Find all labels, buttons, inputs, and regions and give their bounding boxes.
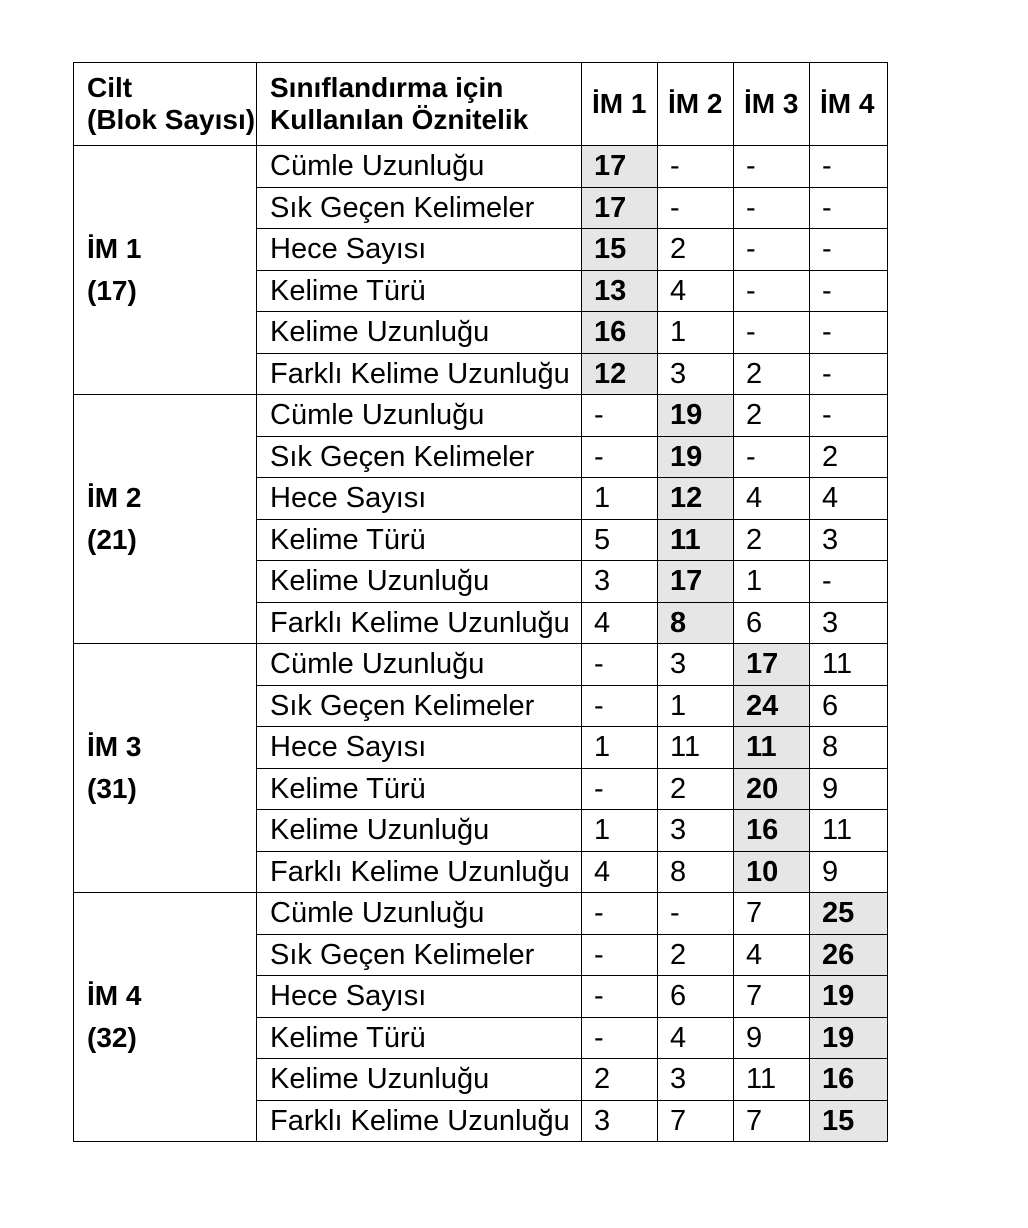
header-im-1: İM 1 [582, 63, 658, 146]
value-cell-im-2: 3 [658, 810, 734, 852]
value-cell-im-3: 1 [734, 561, 810, 603]
value-cell-im-3: 11 [734, 727, 810, 769]
group-cell [74, 893, 257, 1142]
value-cell-im-4: - [810, 312, 888, 354]
value-cell-im-3: 4 [734, 934, 810, 976]
value-cell-im-4: 11 [810, 644, 888, 686]
value-cell-im-3: - [734, 312, 810, 354]
attribute-cell: Cümle Uzunluğu [257, 395, 582, 437]
value-cell-im-1: 17 [582, 146, 658, 188]
value-cell-im-4: 8 [810, 727, 888, 769]
group-cell [74, 395, 257, 644]
value-cell-im-1: - [582, 644, 658, 686]
value-cell-im-4: 9 [810, 768, 888, 810]
value-cell-im-1: 5 [582, 519, 658, 561]
value-cell-im-2: - [658, 893, 734, 935]
value-cell-im-2: 8 [658, 602, 734, 644]
value-cell-im-2: - [658, 146, 734, 188]
attribute-cell: Hece Sayısı [257, 727, 582, 769]
value-cell-im-4: 4 [810, 478, 888, 520]
value-cell-im-3: - [734, 270, 810, 312]
value-cell-im-4: 2 [810, 436, 888, 478]
value-cell-im-4: 25 [810, 893, 888, 935]
value-cell-im-3: 11 [734, 1059, 810, 1101]
value-cell-im-1: - [582, 685, 658, 727]
value-cell-im-2: 19 [658, 436, 734, 478]
attribute-cell: Farklı Kelime Uzunluğu [257, 851, 582, 893]
header-im-3: İM 3 [734, 63, 810, 146]
value-cell-im-1: 16 [582, 312, 658, 354]
value-cell-im-4: 19 [810, 1017, 888, 1059]
value-cell-im-3: 6 [734, 602, 810, 644]
value-cell-im-1: 17 [582, 187, 658, 229]
attribute-cell: Cümle Uzunluğu [257, 146, 582, 188]
attribute-cell: Kelime Uzunluğu [257, 1059, 582, 1101]
attribute-cell: Kelime Türü [257, 270, 582, 312]
value-cell-im-2: 4 [658, 270, 734, 312]
value-cell-im-4: 16 [810, 1059, 888, 1101]
value-cell-im-4: 19 [810, 976, 888, 1018]
group-block-count: (31) [87, 773, 137, 804]
group-cell [74, 644, 257, 893]
value-cell-im-4: - [810, 395, 888, 437]
header-attribute [257, 63, 582, 146]
value-cell-im-1: 3 [582, 561, 658, 603]
value-cell-im-2: - [658, 187, 734, 229]
attribute-cell: Farklı Kelime Uzunluğu [257, 1100, 582, 1142]
value-cell-im-2: 12 [658, 478, 734, 520]
value-cell-im-1: 12 [582, 353, 658, 395]
value-cell-im-4: - [810, 561, 888, 603]
value-cell-im-1: 1 [582, 810, 658, 852]
attribute-cell: Sık Geçen Kelimeler [257, 934, 582, 976]
value-cell-im-2: 2 [658, 768, 734, 810]
value-cell-im-2: 11 [658, 727, 734, 769]
value-cell-im-4: - [810, 229, 888, 271]
group-cell [74, 146, 257, 395]
value-cell-im-4: 3 [810, 519, 888, 561]
header-row [74, 63, 888, 146]
value-cell-im-1: - [582, 893, 658, 935]
value-cell-im-3: 24 [734, 685, 810, 727]
value-cell-im-3: 16 [734, 810, 810, 852]
attribute-cell: Sık Geçen Kelimeler [257, 187, 582, 229]
value-cell-im-2: 2 [658, 934, 734, 976]
value-cell-im-2: 3 [658, 644, 734, 686]
value-cell-im-3: 9 [734, 1017, 810, 1059]
table-row [74, 644, 888, 686]
table-row [74, 395, 888, 437]
attribute-cell: Hece Sayısı [257, 229, 582, 271]
value-cell-im-1: 2 [582, 1059, 658, 1101]
value-cell-im-4: - [810, 146, 888, 188]
table-row [74, 893, 888, 935]
attribute-cell: Kelime Uzunluğu [257, 561, 582, 603]
attribute-cell: Cümle Uzunluğu [257, 893, 582, 935]
value-cell-im-4: 9 [810, 851, 888, 893]
value-cell-im-3: 4 [734, 478, 810, 520]
value-cell-im-2: 19 [658, 395, 734, 437]
value-cell-im-2: 4 [658, 1017, 734, 1059]
value-cell-im-3: - [734, 229, 810, 271]
header-cilt-line1: Cilt [87, 72, 133, 103]
classification-results-table [73, 62, 888, 1142]
attribute-cell: Hece Sayısı [257, 976, 582, 1018]
value-cell-im-2: 7 [658, 1100, 734, 1142]
attribute-cell: Kelime Uzunluğu [257, 810, 582, 852]
value-cell-im-2: 3 [658, 353, 734, 395]
value-cell-im-3: 7 [734, 893, 810, 935]
value-cell-im-3: - [734, 436, 810, 478]
value-cell-im-3: 2 [734, 519, 810, 561]
value-cell-im-1: 1 [582, 478, 658, 520]
group-block-count: (17) [87, 275, 137, 306]
value-cell-im-3: 10 [734, 851, 810, 893]
value-cell-im-2: 1 [658, 312, 734, 354]
attribute-cell: Hece Sayısı [257, 478, 582, 520]
value-cell-im-2: 1 [658, 685, 734, 727]
table-row [74, 146, 888, 188]
group-name: İM 3 [87, 731, 142, 762]
value-cell-im-4: - [810, 187, 888, 229]
attribute-cell: Sık Geçen Kelimeler [257, 436, 582, 478]
value-cell-im-3: - [734, 146, 810, 188]
value-cell-im-1: - [582, 1017, 658, 1059]
value-cell-im-3: 2 [734, 353, 810, 395]
attribute-cell: Kelime Türü [257, 519, 582, 561]
group-block-count: (32) [87, 1022, 137, 1053]
value-cell-im-1: 15 [582, 229, 658, 271]
value-cell-im-2: 11 [658, 519, 734, 561]
value-cell-im-2: 8 [658, 851, 734, 893]
header-cilt [74, 63, 257, 146]
value-cell-im-4: 6 [810, 685, 888, 727]
value-cell-im-1: - [582, 395, 658, 437]
value-cell-im-3: 2 [734, 395, 810, 437]
value-cell-im-2: 17 [658, 561, 734, 603]
value-cell-im-4: 26 [810, 934, 888, 976]
value-cell-im-1: - [582, 768, 658, 810]
group-name: İM 4 [87, 980, 142, 1011]
group-block-count: (21) [87, 524, 137, 555]
header-im-4: İM 4 [810, 63, 888, 146]
attribute-cell: Farklı Kelime Uzunluğu [257, 353, 582, 395]
attribute-cell: Sık Geçen Kelimeler [257, 685, 582, 727]
value-cell-im-4: 11 [810, 810, 888, 852]
value-cell-im-2: 2 [658, 229, 734, 271]
table-body [74, 146, 888, 1142]
attribute-cell: Kelime Türü [257, 768, 582, 810]
header-cilt-line2: (Blok Sayısı) [87, 104, 256, 135]
attribute-cell: Cümle Uzunluğu [257, 644, 582, 686]
value-cell-im-1: 4 [582, 602, 658, 644]
header-attribute-line2: Kullanılan Öznitelik [270, 104, 529, 135]
value-cell-im-1: - [582, 976, 658, 1018]
group-name: İM 2 [87, 482, 142, 513]
value-cell-im-3: 7 [734, 976, 810, 1018]
value-cell-im-1: 13 [582, 270, 658, 312]
value-cell-im-1: 4 [582, 851, 658, 893]
value-cell-im-3: - [734, 187, 810, 229]
header-im-2: İM 2 [658, 63, 734, 146]
value-cell-im-1: - [582, 436, 658, 478]
value-cell-im-4: 15 [810, 1100, 888, 1142]
value-cell-im-1: 3 [582, 1100, 658, 1142]
header-attribute-line1: Sınıflandırma için [270, 72, 504, 103]
value-cell-im-2: 3 [658, 1059, 734, 1101]
value-cell-im-1: - [582, 934, 658, 976]
value-cell-im-4: - [810, 270, 888, 312]
value-cell-im-3: 17 [734, 644, 810, 686]
group-name: İM 1 [87, 233, 142, 264]
value-cell-im-2: 6 [658, 976, 734, 1018]
value-cell-im-3: 20 [734, 768, 810, 810]
value-cell-im-4: 3 [810, 602, 888, 644]
attribute-cell: Kelime Uzunluğu [257, 312, 582, 354]
value-cell-im-1: 1 [582, 727, 658, 769]
value-cell-im-3: 7 [734, 1100, 810, 1142]
attribute-cell: Farklı Kelime Uzunluğu [257, 602, 582, 644]
attribute-cell: Kelime Türü [257, 1017, 582, 1059]
value-cell-im-4: - [810, 353, 888, 395]
